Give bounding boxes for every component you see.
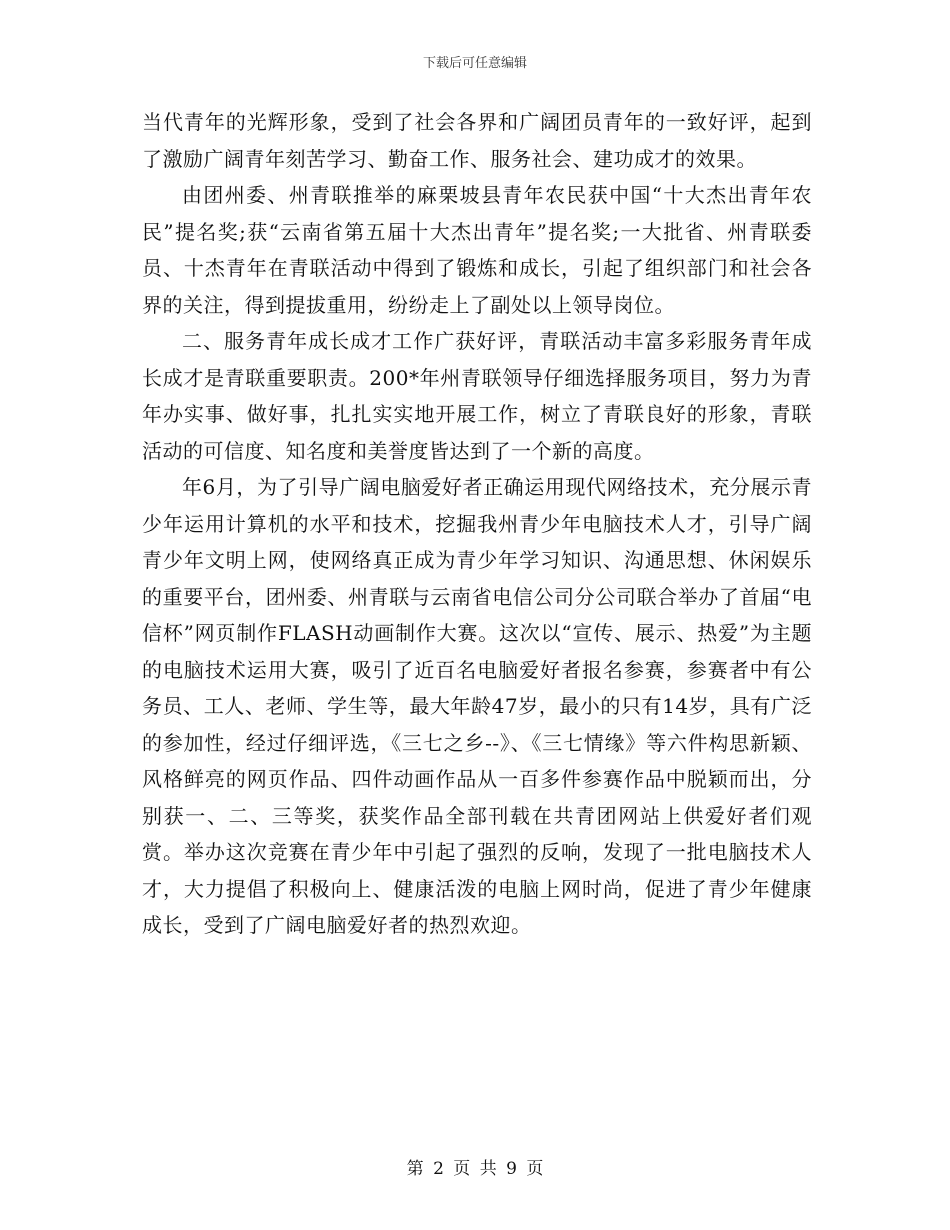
- paragraph-2: 由团州委、州青联推举的麻栗坡县青年农民获中国“十大杰出青年农民”提名奖;获“云南省第五届十大杰出青年”提名奖;一大批省、州青联委员、十杰青年在青联活动中得到了锻炼和成长，引起了组织部门和社会各界的关注，得到提拔重用，纷纷走上了副处以上领导岗位。: [142, 183, 812, 317]
- paragraph-1: 当代青年的光辉形象，受到了社会各界和广阔团员青年的一致好评，起到了激励广阔青年刻苦学习、勤奋工作、服务社会、建功成才的效果。: [142, 110, 812, 171]
- document-body: [142, 104, 812, 944]
- page-number: 第 2 页 共 9 页: [406, 1159, 544, 1179]
- paragraph-3: 二、服务青年成长成才工作广获好评，青联活动丰富多彩服务青年成长成才是青联重要职责。200*年州青联领导仔细选择服务项目，努力为青年办实事、做好事，扎扎实实地开展工作，树立了青联良好的形象，青联活动的可信度、知名度和美誉度皆达到了一个新的高度。: [142, 329, 812, 463]
- paragraph-4: 年6月，为了引导广阔电脑爱好者正确运用现代网络技术，充分展示青少年运用计算机的水平和技术，挖掘我州青少年电脑技术人才，引导广阔青少年文明上网，使网络真正成为青少年学习知识、沟通思想、休闲娱乐的重要平台，团州委、州青联与云南省电信公司分公司联合举办了首届“电信杯”网页制作FLASH动画制作大赛。这次以“宣传、展示、热爱”为主题的电脑技术运用大赛，吸引了近百名电脑爱好者报名参赛，参赛者中有公务员、工人、老师、学生等，最大年龄47岁，最小的只有14岁，具有广泛的参加性，经过仔细评选，《三七之乡--》、《三七情缘》等六件构思新颖、风格鲜亮的网页作品、四件动画作品从一百多件参赛作品中脱颖而出，分别获一、二、三等奖，获奖作品全部刊载在共青团网站上供爱好者们观赏。举办这次竞赛在青少年中引起了强烈的反响，发现了一批电脑技术人才，大力提倡了积极向上、健康活泼的电脑上网时尚，促进了青少年健康成长，受到了广阔电脑爱好者的热烈欢迎。: [142, 475, 812, 937]
- page-header: 下载后可任意编辑: [422, 56, 527, 71]
